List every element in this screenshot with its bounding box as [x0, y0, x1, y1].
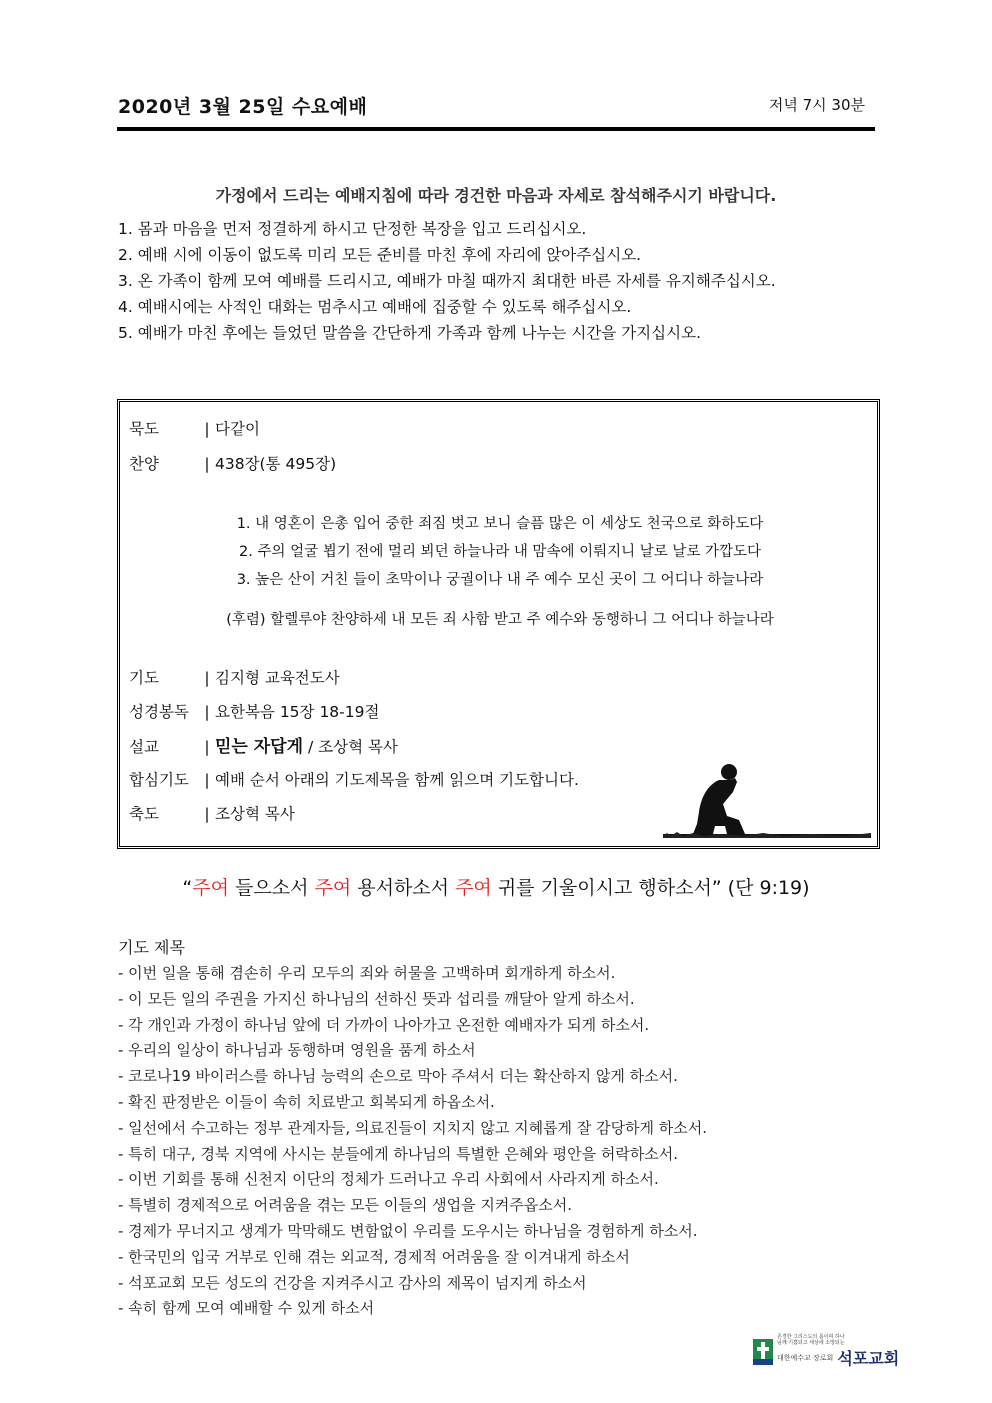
- guideline-item: 5. 예배가 마친 후에는 들었던 말씀을 간단하게 가족과 함께 나누는 시간을 가지십시오.: [118, 324, 701, 342]
- verse-highlight: 주여: [192, 877, 229, 899]
- guideline-item: 3. 온 가족이 함께 모여 예배를 드리시고, 예배가 마칠 때까지 최대한 바른 자세를 유지해주십시오.: [118, 272, 776, 290]
- service-time: 저녁 7시 30분: [768, 96, 865, 114]
- hymn-chorus: (후렴) 할렐루야 찬양하세 내 모든 죄 사함 받고 주 예수와 동행하니 그 어디나 하늘나라: [226, 612, 774, 628]
- hymn-verse: 1. 내 영혼이 은총 입어 중한 죄짐 벗고 보니 슬픔 많은 이 세상도 천국으로 화하도다: [236, 516, 764, 532]
- verse-highlight: 주여: [455, 877, 492, 899]
- prayer-topic: - 이 모든 일의 주권을 가지신 하나님의 선하신 뜻과 섭리를 깨달아 알게 하소서.: [118, 989, 635, 1008]
- prayer-topic: - 코로나19 바이러스를 하나님 능력의 손으로 막아 주셔서 더는 확산하지 않게 하소서.: [118, 1067, 678, 1086]
- order-value: 438장(통 495장): [215, 455, 337, 473]
- order-label: 합심기도: [129, 771, 189, 789]
- sermon-title: 믿는 자답게: [215, 737, 304, 757]
- prayer-topic: - 이번 기회를 통해 신천지 이단의 정체가 드러나고 우리 사회에서 사라지게 하소서.: [118, 1170, 659, 1189]
- separator: |: [204, 805, 210, 823]
- order-value: 요한복음 15장 18-19절: [215, 703, 380, 721]
- sermon-preacher: / 조상혁 목사: [307, 738, 398, 756]
- order-label: 성경봉독: [129, 703, 189, 721]
- order-value: 조상혁 목사: [215, 805, 295, 823]
- prayer-topics-list: [118, 961, 707, 1322]
- order-value: 다같이: [215, 420, 260, 438]
- prayer-topic: - 특히 대구, 경북 지역에 사시는 분들에게 하나님의 특별한 은혜와 평안을 허락하소서.: [118, 1144, 679, 1163]
- prayer-topic: - 이번 일을 통해 겸손히 우리 모두의 죄와 허물을 고백하며 회개하게 하소서.: [118, 964, 616, 982]
- separator: |: [204, 771, 210, 789]
- logo-church-name: 석포교회: [837, 1349, 900, 1368]
- prayer-topic: - 한국민의 입국 거부로 인해 겪는 외교적, 경제적 어려움을 잘 이겨내게 하소서: [118, 1247, 630, 1266]
- prayer-topic: - 속히 함께 모여 예배할 수 있게 하소서: [118, 1299, 375, 1318]
- intro-text: 가정에서 드리는 예배지침에 따라 경건한 마음과 자세로 참석해주시기 바랍니다.: [215, 186, 777, 205]
- order-sermon: [129, 732, 398, 757]
- separator: |: [204, 420, 210, 438]
- logo-denomination: 대한예수교 장로회: [777, 1353, 834, 1362]
- order-label: 찬양: [129, 455, 159, 473]
- separator: |: [204, 703, 210, 721]
- prayer-topic: - 석포교회 모든 성도의 건강을 지켜주시고 감사의 제목이 넘지게 하소서: [118, 1273, 587, 1292]
- guideline-item: 1. 몸과 마음을 먼저 정결하게 하시고 단정한 복장을 입고 드리십시오.: [118, 220, 587, 238]
- key-verse: [0, 873, 992, 900]
- order-benediction: [129, 802, 295, 824]
- prayer-topic: - 확진 판정받은 이들이 속히 치료받고 회복되게 하옵소서.: [118, 1092, 495, 1111]
- church-logo: [753, 1334, 899, 1369]
- prayer-topic: - 특별히 경제적으로 어려움을 겪는 모든 이들의 생업을 지켜주옵소서.: [118, 1196, 573, 1215]
- guideline-list: [118, 216, 776, 346]
- verse-text: 들으소서: [228, 877, 315, 899]
- order-label: 설교: [129, 738, 159, 756]
- hymn-verse: 2. 주의 얼굴 뵙기 전에 멀리 뵈던 하늘나라 내 맘속에 이뤄지니 날로 날로 가깝도다: [239, 544, 761, 560]
- prayer-topic: - 각 개인과 가정이 하나님 앞에 더 가까이 나아가고 온전한 예배자가 되게 하소서.: [118, 1015, 650, 1034]
- order-prayer: [129, 666, 340, 688]
- praying-man-icon: [663, 760, 873, 844]
- order-unison-prayer: [129, 768, 579, 790]
- verse-highlight: 주여: [314, 877, 352, 899]
- prayer-topic: - 우리의 일상이 하나님과 동행하며 영원을 품게 하소서: [118, 1041, 476, 1060]
- separator: |: [204, 738, 210, 756]
- logo-tagline: 존경한 그리스도의 몸이며 하나님께 기쁨되고 세상에 소망되는: [777, 1334, 845, 1346]
- guideline-item: 4. 예배시에는 사적인 대화는 멈추시고 예배에 집중할 수 있도록 해주십시오.: [118, 298, 632, 316]
- header-rule: [117, 127, 875, 131]
- hymn-verse: 3. 높은 산이 거친 들이 초막이나 궁궐이나 내 주 예수 모신 곳이 그 어디나 하늘나라: [236, 572, 764, 588]
- separator: |: [204, 669, 210, 687]
- order-label: 축도: [129, 805, 159, 823]
- order-reading: [129, 700, 379, 722]
- order-label: 기도: [129, 669, 159, 687]
- page-title: 2020년 3월 25일 수요예배: [118, 96, 368, 118]
- order-silent-prayer: [129, 417, 260, 439]
- church-cross-logo-icon: [753, 1339, 773, 1365]
- order-value: 김지형 교육전도사: [215, 669, 340, 687]
- prayer-topic: - 경제가 무너지고 생계가 막막해도 변함없이 우리를 도우시는 하나님을 경험하게 하소서.: [118, 1221, 698, 1240]
- hymn-lyrics: [120, 510, 880, 594]
- order-value: 예배 순서 아래의 기도제목을 함께 읽으며 기도합니다.: [215, 771, 579, 789]
- verse-open-quote: “: [182, 877, 193, 899]
- logo-text: [777, 1334, 899, 1369]
- guideline-item: 2. 예배 시에 이동이 없도록 미리 모든 준비를 마친 후에 자리에 앉아주십시오.: [118, 246, 642, 264]
- worship-order-box: [117, 399, 880, 849]
- order-label: 묵도: [129, 420, 159, 438]
- prayer-topics-title: 기도 제목: [118, 938, 185, 957]
- prayer-topic: - 일선에서 수고하는 정부 관계자들, 의료진들이 지치지 않고 지혜롭게 잘 감당하게 하소서.: [118, 1118, 708, 1137]
- verse-text: 귀를 기울이시고 행하소서” (단 9:19): [491, 877, 810, 899]
- separator: |: [204, 455, 210, 473]
- order-hymn: [129, 452, 336, 474]
- verse-text: 용서하소서: [351, 877, 456, 899]
